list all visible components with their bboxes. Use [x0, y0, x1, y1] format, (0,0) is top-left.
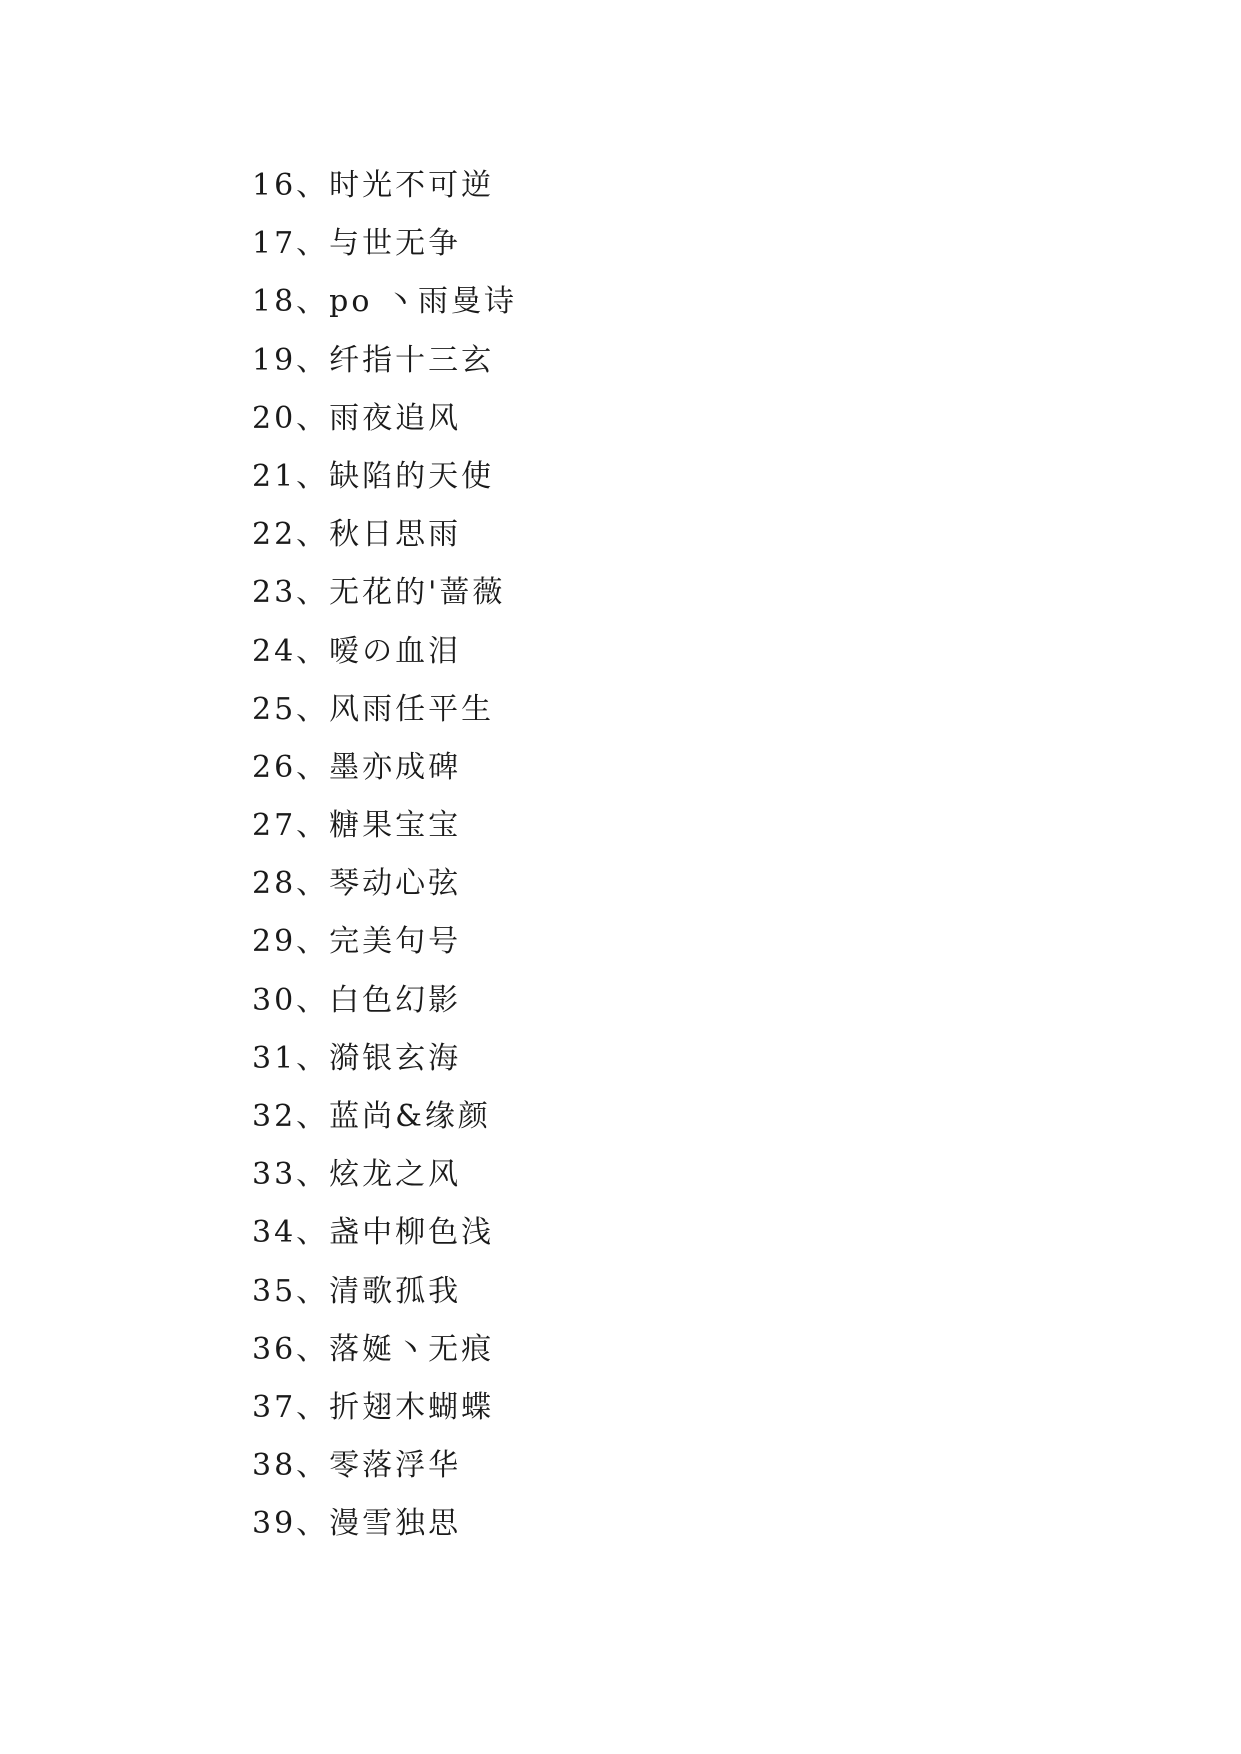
list-item: 28、琴动心弦	[252, 866, 462, 902]
list-item: 34、盏中柳色浅	[252, 1215, 495, 1251]
list-item: 27、糖果宝宝	[252, 808, 462, 844]
list-item: 17、与世无争	[252, 226, 462, 262]
list-item: 35、清歌孤我	[252, 1273, 462, 1309]
list-item: 16、时光不可逆	[252, 168, 495, 203]
list-item: 25、风雨任平生	[252, 691, 495, 727]
list-item: 38、零落浮华	[252, 1448, 462, 1484]
list-item: 31、漪银玄海	[252, 1040, 462, 1076]
list-item: 29、完美句号	[252, 924, 462, 960]
list-item: 26、墨亦成碑	[252, 749, 462, 785]
list-item: 32、蓝尚&缘颜	[252, 1099, 491, 1134]
list-item: 39、漫雪独思	[252, 1506, 462, 1542]
list-item: 20、雨夜追风	[252, 400, 462, 436]
list-item: 21、缺陷的天使	[252, 458, 495, 494]
list-item: 23、无花的'蔷薇	[252, 575, 506, 611]
list-item: 36、落娫丶无痕	[252, 1331, 495, 1367]
list-item: 22、秋日思雨	[252, 517, 462, 553]
list-item: 33、炫龙之风	[252, 1157, 462, 1193]
list-item: 19、纤指十三玄	[252, 342, 495, 378]
list-item: 24、嗳の血泪	[252, 633, 462, 669]
name-list	[252, 157, 517, 1554]
list-item: 30、白色幻影	[252, 982, 462, 1018]
list-item: 37、折翅木蝴蝶	[252, 1389, 495, 1425]
list-item: 18、po 丶雨曼诗	[252, 284, 517, 320]
